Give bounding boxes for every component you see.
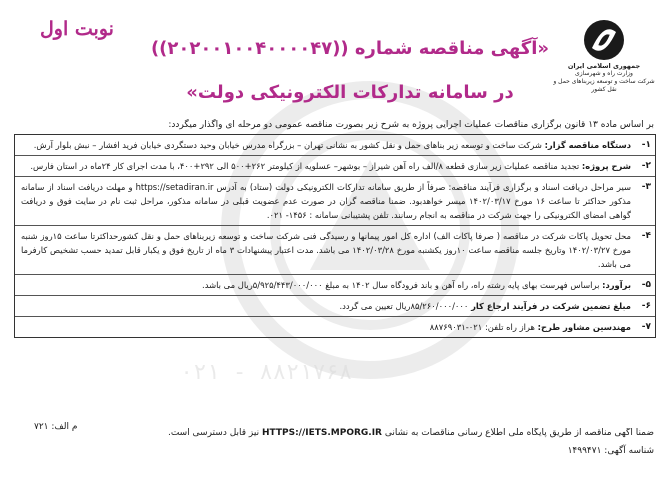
- notice-subtitle: در سامانه تدارکات الکترونیکی دولت»: [186, 82, 514, 103]
- item-label: شرح پروژه:: [581, 161, 631, 171]
- iets-link[interactable]: HTTPS://IETS.MPORG.IR: [261, 428, 382, 438]
- item-number: ۷-: [641, 322, 651, 332]
- item-number: ۴-: [641, 231, 651, 241]
- item-number: ۶-: [641, 301, 651, 311]
- item-text: براساس فهرست بهای پایه رشته راه، راه آهن و باند فرودگاه سال ۱۴۰۲ به مبلغ ۵/۹۲۵/۴۴۳/۰۰۰/۰۰۰ریال می باشد.: [202, 280, 603, 290]
- footer-text: ضمنا آگهی مناقصه از طریق پایگاه ملی اطلاع رسانی مناقصات به نشانی: [382, 428, 654, 438]
- item-text: سیر مراحل دریافت اسناد و برگزاری فرآیند مناقصه: صرفاً از طریق سامانه تدارکات الکترونیکی دولت (ستاد) به آدرس: [213, 182, 631, 192]
- item-3: [15, 177, 655, 226]
- item-number: ۲-: [641, 161, 651, 171]
- logo-country: جمهوری اسلامی ایران: [567, 62, 641, 70]
- item-number: ۵-: [641, 280, 651, 290]
- item-label: مبلغ تضمین شرکت در فرآیند ارجاع کار: [471, 301, 631, 311]
- notice-title: «آگهی مناقصه شماره ((۲۰۲۰۰۱۰۰۴۰۰۰۰۴۷)): [150, 38, 550, 59]
- reference-number: م الف: ۷۲۱: [34, 422, 78, 432]
- item-7: [15, 317, 655, 337]
- item-text: محل تحویل پاکات شرکت در مناقصه ( صرفا پاکات الف) اداره کل امور پیمانها و رسیدگی فنی شرکت ساخت و توسعه زیربناهای حمل و نقل کشورحداکثرتا ساعت ۱۵روز شنبه مورخ ۱۴۰۲/۰۳/۲۷ وتاریخ جلسه مناقصه ساعت ۱۰روز یکشنبه مورخ ۱۴۰۲/۰۳/۲۸ می باشد. مدت اعتبار پیشنهادات ۳ ماه از تاریخ فوق و یکبار قابل تمدید حسب تشخیص کارفرما می باشد.: [21, 231, 632, 269]
- item-4: [15, 226, 655, 275]
- footer-text-end: نیز قابل دسترسی است.: [167, 428, 262, 438]
- intro-text: بر اساس ماده ۱۳ قانون برگزاری مناقصات عملیات اجرایی پروژه به شرح زیر بصورت مناقصه عمومی دو مرحله ای واگذار میگردد:: [168, 120, 654, 130]
- watermark-phone: ۰۲۱ - ۸۸۲۱۷۶۸: [180, 360, 353, 385]
- item-text: هراز راه تلفن: ۰۲۱-۸۸۷۶۹۰۳۱: [429, 322, 538, 332]
- item-label: دستگاه مناقصه گزار:: [544, 140, 631, 150]
- tender-items-table: [14, 134, 656, 338]
- item-number: ۱-: [641, 140, 651, 150]
- item-5: [15, 275, 655, 296]
- organization-logo: [548, 18, 660, 114]
- company-logo-icon: [582, 18, 626, 62]
- item-label: مهندسین مشاور طرح:: [537, 322, 631, 332]
- logo-ministry: وزارت راه و شهرسازی: [575, 70, 633, 77]
- item-text-continued: و مهلت دریافت اسناد از سامانه مذکور حداکثر تا ساعت ۱۶ مورخ ۱۴۰۲/۰۳/۱۷ میسر خواهدبود. ضمنا مناقصه گران در صورت عدم عضویت قبلی در سامانه مذکور، مراحل ثبت نام در سایت فوق و دریافت گواهی امضای الکترونیکی را جهت شرکت در مناقصه به انجام رسانند. تلفن پشتیبانی سامانه : ۱۴۵۶- ۰۲۱.: [21, 182, 631, 220]
- setad-link[interactable]: https://setadiran.ir: [135, 182, 214, 192]
- item-text: ۸۵/۲۶۰/۰۰۰/۰۰۰ریال تعیین می گردد.: [339, 301, 472, 311]
- item-label: برآورد:: [602, 280, 631, 290]
- item-text: شرکت ساخت و توسعه زیر بناهای حمل و نقل کشور به نشانی تهران – بزرگراه مدرس خیابان وحید دستگردی خیابان فرید افشار – نبش بلوار آرش.: [33, 140, 545, 150]
- round-label: نوبت اول: [40, 18, 114, 40]
- item-number: ۳-: [641, 182, 651, 192]
- item-1: [15, 135, 655, 156]
- item-text: تجدید مناقصه عملیات زیر سازی قطعه ۸/الف راه آهن شیراز – بوشهر– عسلویه از کیلومتر ۲۶۲+۵۰۰ الی ۲۹۲+۴۰۰، با مدت اجرای کار ۲۴ماه در استان فارس.: [30, 161, 582, 171]
- logo-company: شرکت ساخت و توسعه زیربناهای حمل و نقل کشور: [553, 78, 655, 93]
- ad-identifier: شناسه آگهی: ۱۴۹۹۴۷۱: [567, 446, 654, 456]
- footer-note: [18, 428, 654, 438]
- item-6: [15, 296, 655, 317]
- item-2: [15, 156, 655, 177]
